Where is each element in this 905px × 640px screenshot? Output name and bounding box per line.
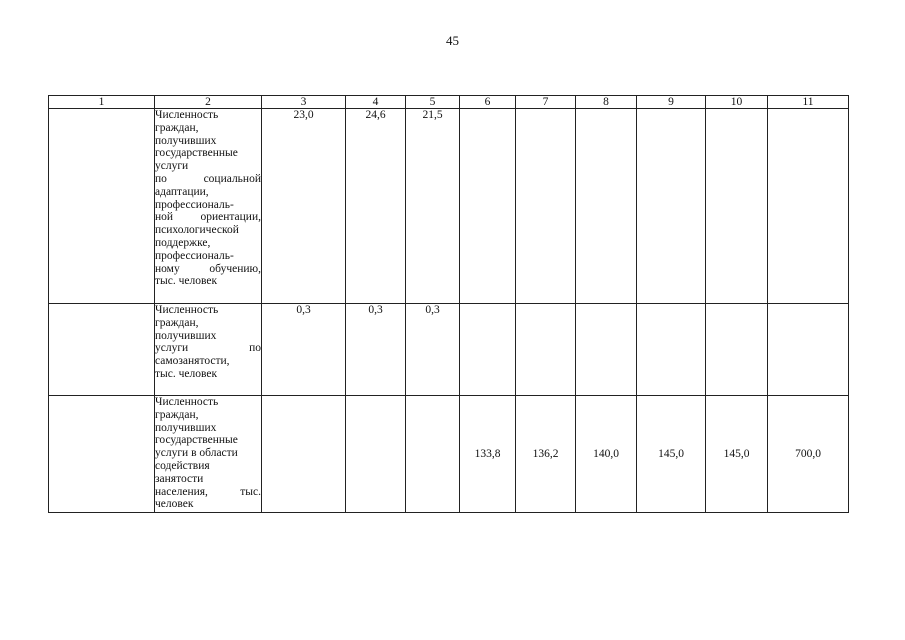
- desc-line: Численность: [155, 396, 219, 408]
- value-cell: 136,2: [516, 396, 576, 513]
- desc-line: поддержке,: [155, 236, 211, 249]
- desc-line: получивших: [155, 421, 217, 434]
- value-cell: [460, 304, 516, 396]
- value-cell: [460, 109, 516, 304]
- desc-line: профессиональ-: [155, 198, 234, 211]
- indicator-description: [155, 304, 262, 396]
- desc-line: услуги по: [155, 342, 261, 355]
- value-cell: 0,3: [406, 304, 460, 396]
- desc-line: государственные: [155, 147, 238, 160]
- desc-line: получивших: [155, 329, 217, 342]
- value-cell: 0,3: [346, 304, 406, 396]
- desc-line: населения, тыс.: [155, 485, 261, 498]
- value-cell: 24,6: [346, 109, 406, 304]
- desc-line: Численность: [155, 109, 219, 121]
- column-header: 3: [262, 96, 346, 109]
- value-cell: [706, 109, 768, 304]
- value-cell: 21,5: [406, 109, 460, 304]
- desc-line: ной ориентации,: [155, 211, 261, 224]
- value-cell: 0,3: [262, 304, 346, 396]
- column-header: 6: [460, 96, 516, 109]
- column-header: 2: [155, 96, 262, 109]
- desc-line: психологической: [155, 224, 239, 237]
- value-cell: 140,0: [576, 396, 637, 513]
- header-row: [49, 96, 849, 109]
- value-cell: 23,0: [262, 109, 346, 304]
- row-number-cell: [49, 109, 155, 304]
- desc-line: услуги: [155, 160, 189, 173]
- table-row: [49, 396, 849, 513]
- desc-line: по социальной: [155, 172, 261, 185]
- desc-line: граждан,: [155, 316, 199, 329]
- value-cell: 133,8: [460, 396, 516, 513]
- desc-line: услуги в области: [155, 447, 238, 460]
- value-cell: [768, 109, 849, 304]
- column-header: 7: [516, 96, 576, 109]
- value-cell: [576, 109, 637, 304]
- desc-line: Численность: [155, 304, 219, 316]
- table-row: [49, 109, 849, 304]
- value-cell: [346, 396, 406, 513]
- column-header: 4: [346, 96, 406, 109]
- desc-line: адаптации,: [155, 185, 209, 198]
- value-cell: [637, 109, 706, 304]
- desc-line: самозанятости,: [155, 355, 230, 368]
- desc-line: получивших: [155, 134, 217, 147]
- desc-line: государственные: [155, 434, 238, 447]
- desc-line: граждан,: [155, 408, 199, 421]
- column-header: 5: [406, 96, 460, 109]
- desc-line: граждан,: [155, 121, 199, 134]
- value-cell: 700,0: [768, 396, 849, 513]
- value-cell: [406, 396, 460, 513]
- column-header: 9: [637, 96, 706, 109]
- desc-line: содействия: [155, 459, 210, 472]
- value-cell: 145,0: [706, 396, 768, 513]
- column-header: 1: [49, 96, 155, 109]
- indicator-table: [48, 95, 849, 513]
- value-cell: [262, 396, 346, 513]
- column-header: 8: [576, 96, 637, 109]
- value-cell: 145,0: [637, 396, 706, 513]
- value-cell: [516, 304, 576, 396]
- desc-line: тыс. человек: [155, 367, 218, 380]
- desc-line: ному обучению,: [155, 262, 261, 275]
- indicator-description: [155, 396, 262, 513]
- row-number-cell: [49, 396, 155, 513]
- value-cell: [706, 304, 768, 396]
- value-cell: [516, 109, 576, 304]
- page-number: 45: [446, 33, 459, 48]
- desc-line: человек: [155, 498, 194, 511]
- indicator-description: [155, 109, 262, 304]
- value-cell: [768, 304, 849, 396]
- row-number-cell: [49, 304, 155, 396]
- desc-line: профессиональ-: [155, 249, 234, 262]
- value-cell: [576, 304, 637, 396]
- desc-line: тыс. человек: [155, 275, 218, 288]
- column-header: 10: [706, 96, 768, 109]
- table-row: [49, 304, 849, 396]
- value-cell: [637, 304, 706, 396]
- desc-line: занятости: [155, 472, 204, 485]
- column-header: 11: [768, 96, 849, 109]
